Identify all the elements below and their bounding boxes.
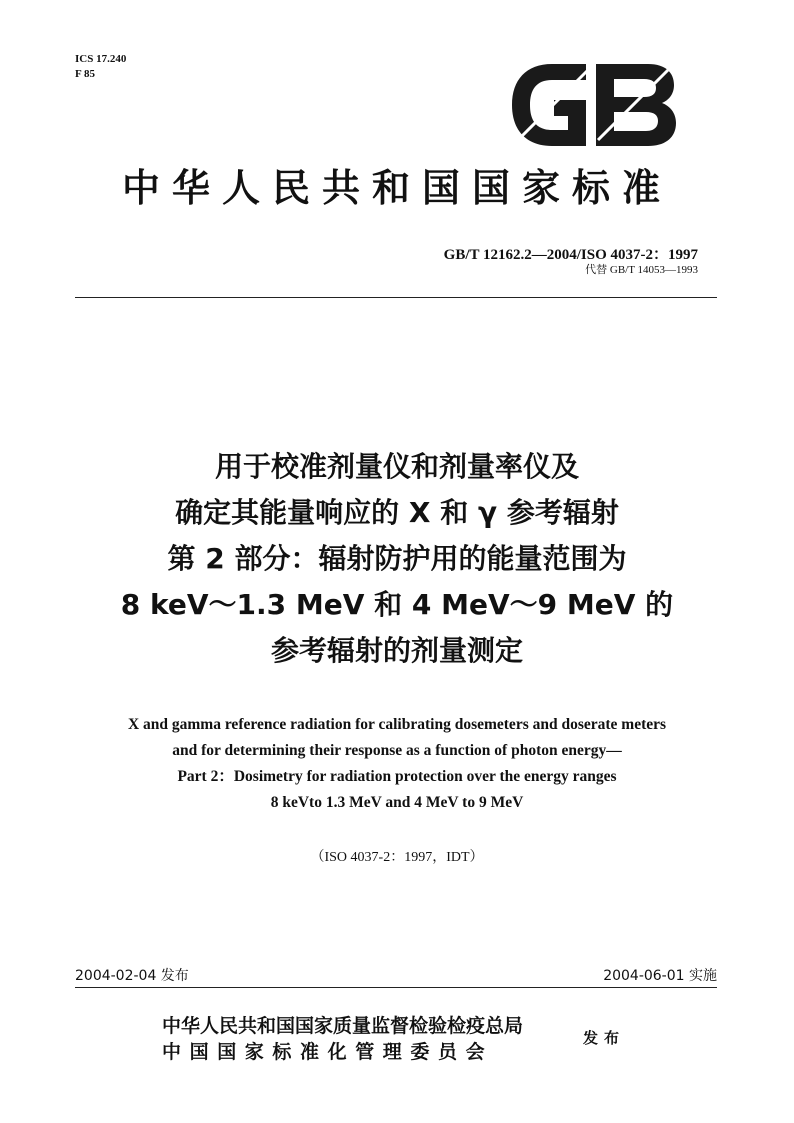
english-title-line: X and gamma reference radiation for calibrating dosemeters and doserate meters <box>127 716 667 733</box>
standard-title: 中华人民共和国国家标准 <box>121 166 672 210</box>
chinese-title-line: 8 keV～1.3 MeV 和 4 MeV～9 MeV 的 <box>120 588 674 621</box>
iso-reference: （ISO 4037-2：1997，IDT） <box>310 850 484 865</box>
ics-code: ICS 17.240 <box>75 53 127 65</box>
gb-logo-icon <box>508 60 678 150</box>
chinese-title-line: 第 2 部分：辐射防护用的能量范围为 <box>167 542 627 575</box>
ccs-code: F 85 <box>75 68 96 80</box>
bottom-divider <box>75 987 717 988</box>
issuing-authorities <box>162 1013 523 1065</box>
classification-codes <box>75 52 126 82</box>
english-title-line: Part 2：Dosimetry for radiation protection over the energy ranges <box>177 768 617 785</box>
standard-number: GB/T 12162.2—2004/ISO 4037-2：1997 <box>443 247 698 263</box>
chinese-title-line: 用于校准剂量仪和剂量率仪及 <box>214 450 579 483</box>
chinese-title <box>0 444 794 674</box>
top-divider <box>75 297 717 298</box>
publish-label: 发布 <box>583 1029 626 1047</box>
gb-logo <box>508 60 678 150</box>
chinese-title-line: 确定其能量响应的 X 和 γ 参考辐射 <box>175 496 619 529</box>
implementation-date: 2004-06-01 实施 <box>603 968 717 984</box>
chinese-title-line: 参考辐射的剂量测定 <box>270 634 523 667</box>
english-title-line: and for determining their response as a function of photon energy— <box>172 742 622 759</box>
replaces-standard: 代替 GB/T 14053—1993 <box>585 264 698 276</box>
issuer-aqsiq: 中华人民共和国国家质量监督检验检疫总局 <box>162 1015 524 1037</box>
issuer-sac: 中国国家标准化管理委员会 <box>162 1041 494 1063</box>
english-title <box>0 712 794 816</box>
english-title-line: 8 keVto 1.3 MeV and 4 MeV to 9 MeV <box>270 794 524 811</box>
issue-date: 2004-02-04 发布 <box>75 968 189 984</box>
